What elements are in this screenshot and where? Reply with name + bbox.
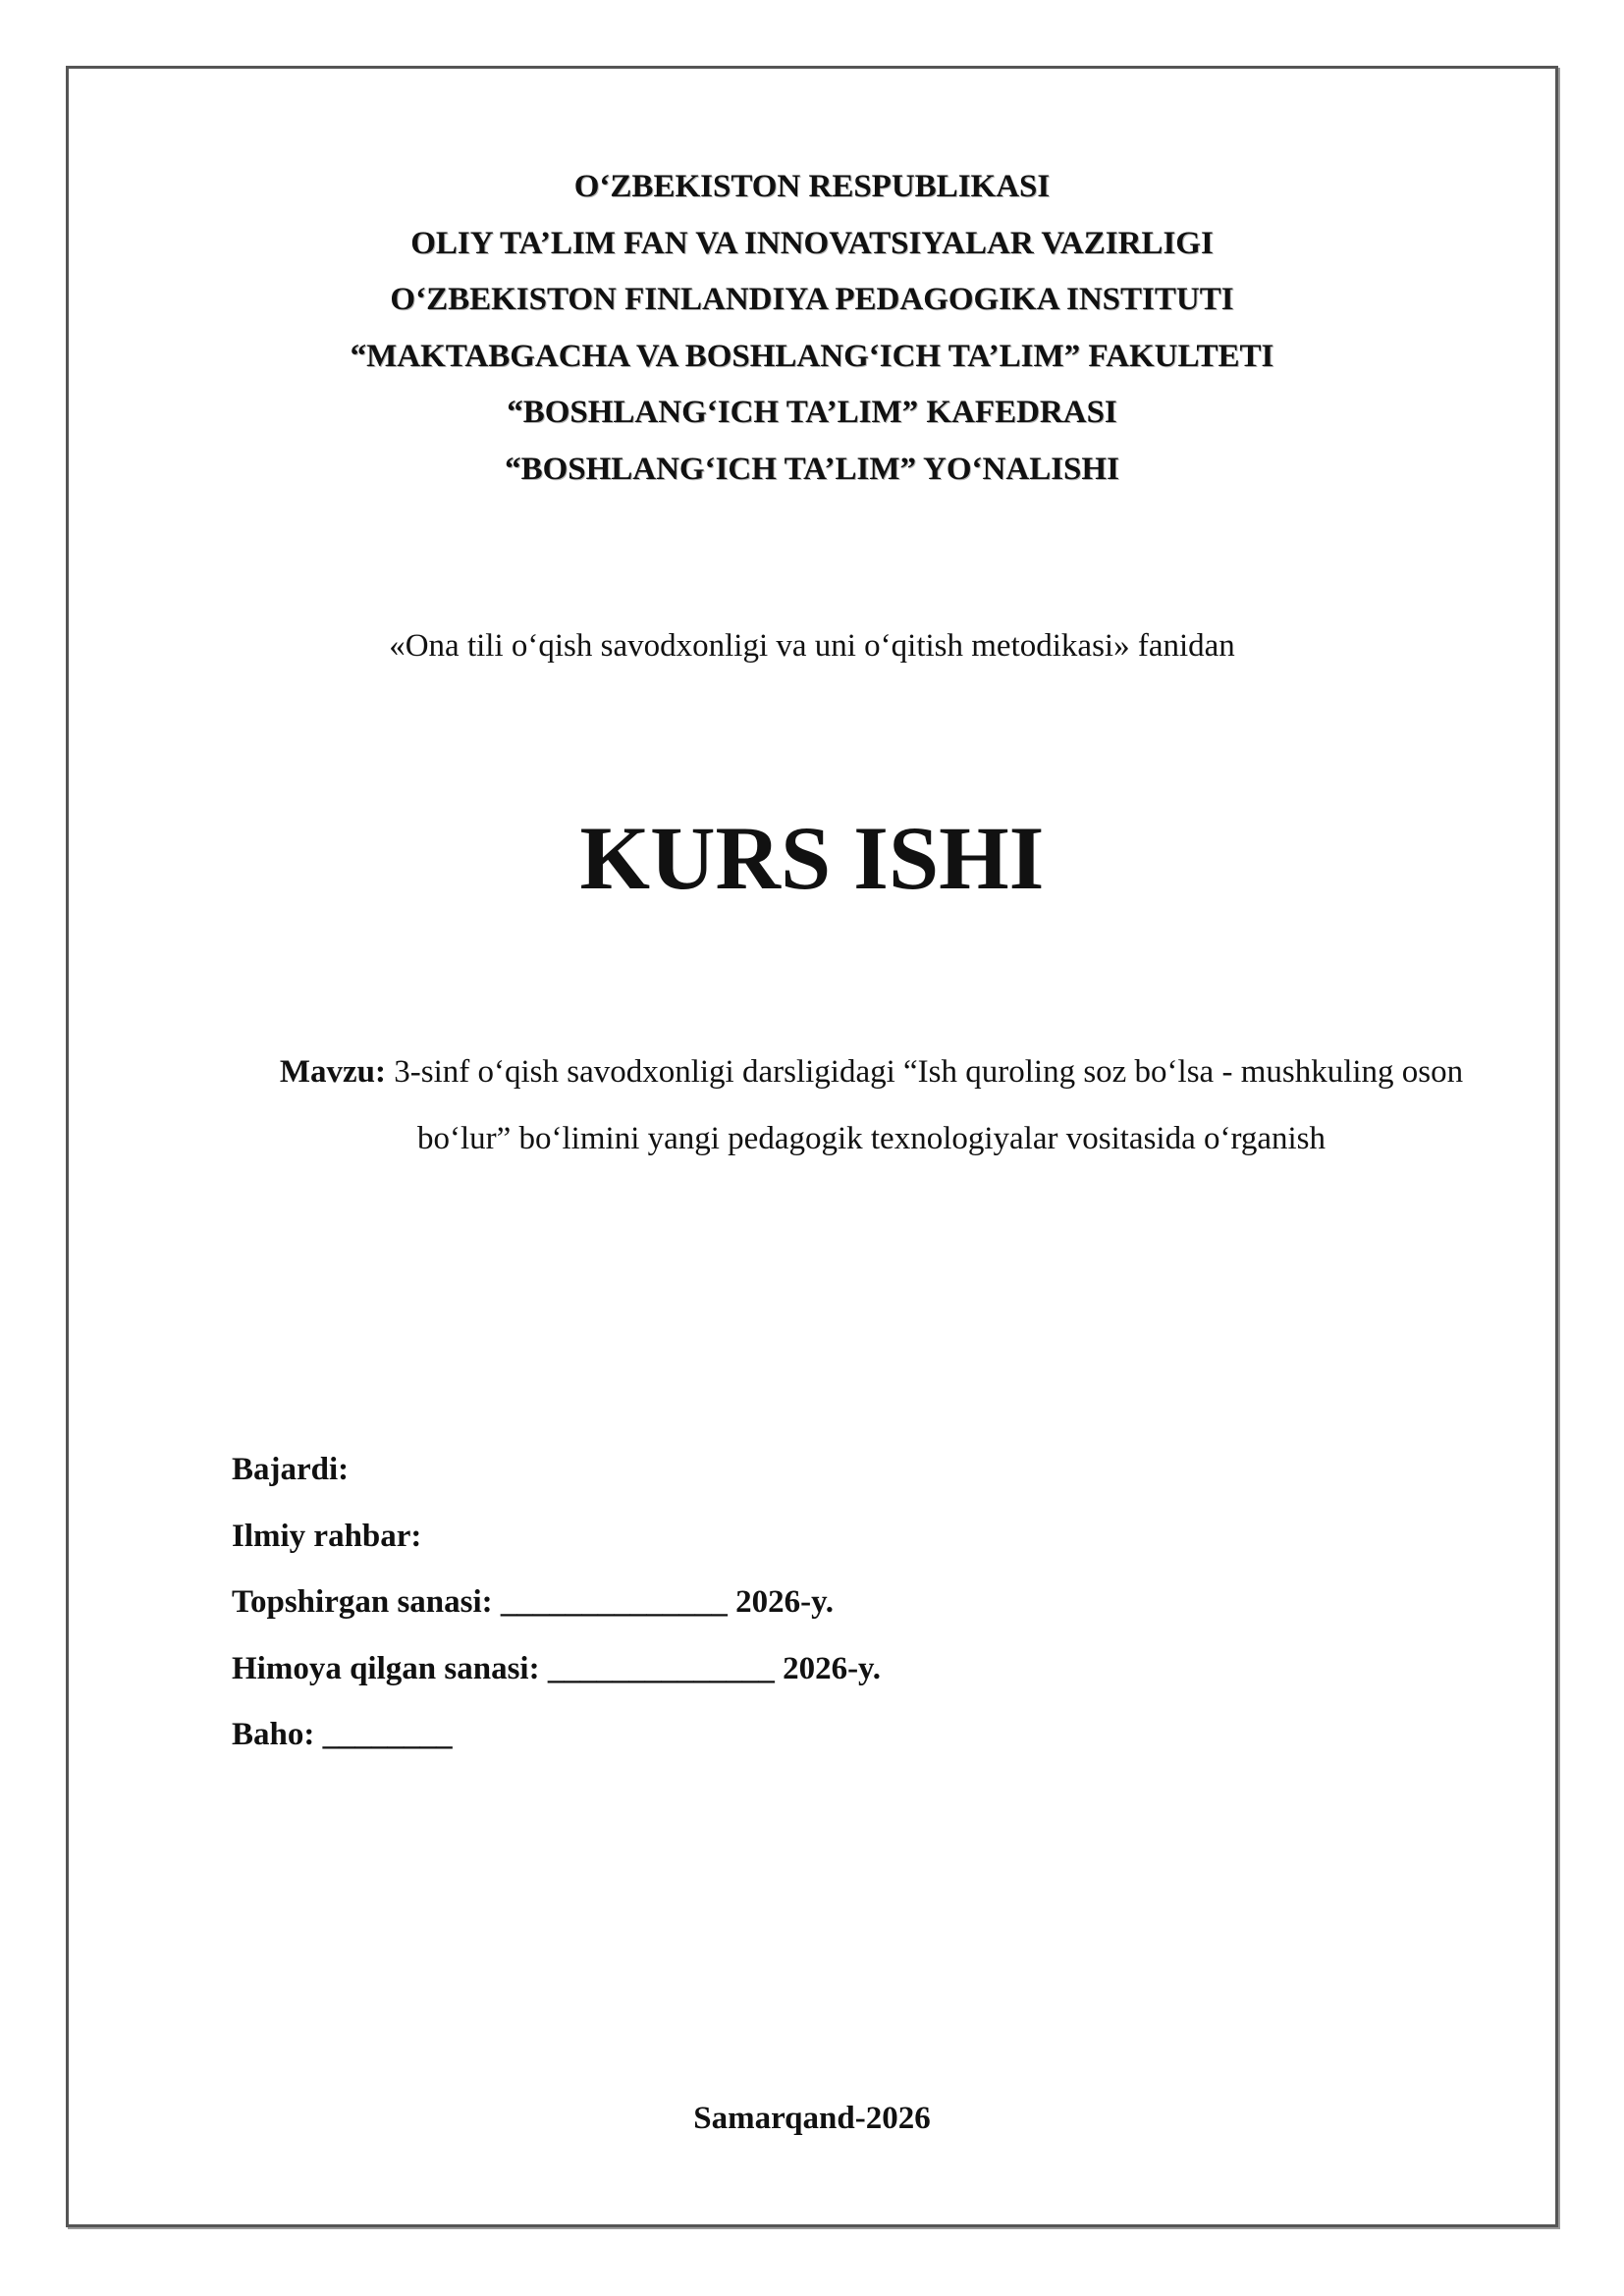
topic-label: Mavzu: (279, 1054, 386, 1090)
document-title: KURS ISHI (579, 808, 1045, 908)
info-block (232, 1437, 881, 1769)
header-line-department: “BOSHLANG‘ICH TA’LIM” KAFEDRASI (507, 395, 1117, 430)
performed-by-line: Bajardi: (232, 1452, 350, 1487)
header-line-faculty: “MAKTABGACHA VA BOSHLANG‘ICH TA’LIM” FAKULTETI (350, 338, 1274, 374)
header-line-republic: O‘ZBEKISTON RESPUBLIKASI (573, 169, 1051, 204)
topic-block (265, 1039, 1478, 1172)
institution-header (0, 159, 1624, 498)
defense-date-line: Himoya qilgan sanasi: ______________ 2026-y. (232, 1650, 881, 1686)
submitted-date-line: Topshirgan sanasi: ______________ 2026-y. (232, 1584, 835, 1620)
supervisor-line: Ilmiy rahbar: (232, 1518, 422, 1554)
city-year: Samarqand-2026 (693, 2101, 931, 2136)
header-line-ministry: OLIY TA’LIM FAN VA INNOVATSIYALAR VAZIRLIGI (410, 225, 1214, 261)
header-line-direction: “BOSHLANG‘ICH TA’LIM” YO‘NALISHI (505, 451, 1119, 487)
topic-text: 3-sinf o‘qish savodxonligi darsligidagi “Ish quroling soz bo‘lsa - mushkuling oson bo‘lur” bo‘limini yangi pedagogik texnologiyalar vositasida o‘rganish (385, 1054, 1464, 1156)
subject-line: «Ona tili o‘qish savodxonligi va uni o‘qitish metodikasi» fanidan (389, 628, 1235, 664)
grade-line: Baho: ________ (232, 1717, 453, 1752)
header-line-institute: O‘ZBEKISTON FINLANDIYA PEDAGOGIKA INSTITUTI (390, 282, 1234, 317)
